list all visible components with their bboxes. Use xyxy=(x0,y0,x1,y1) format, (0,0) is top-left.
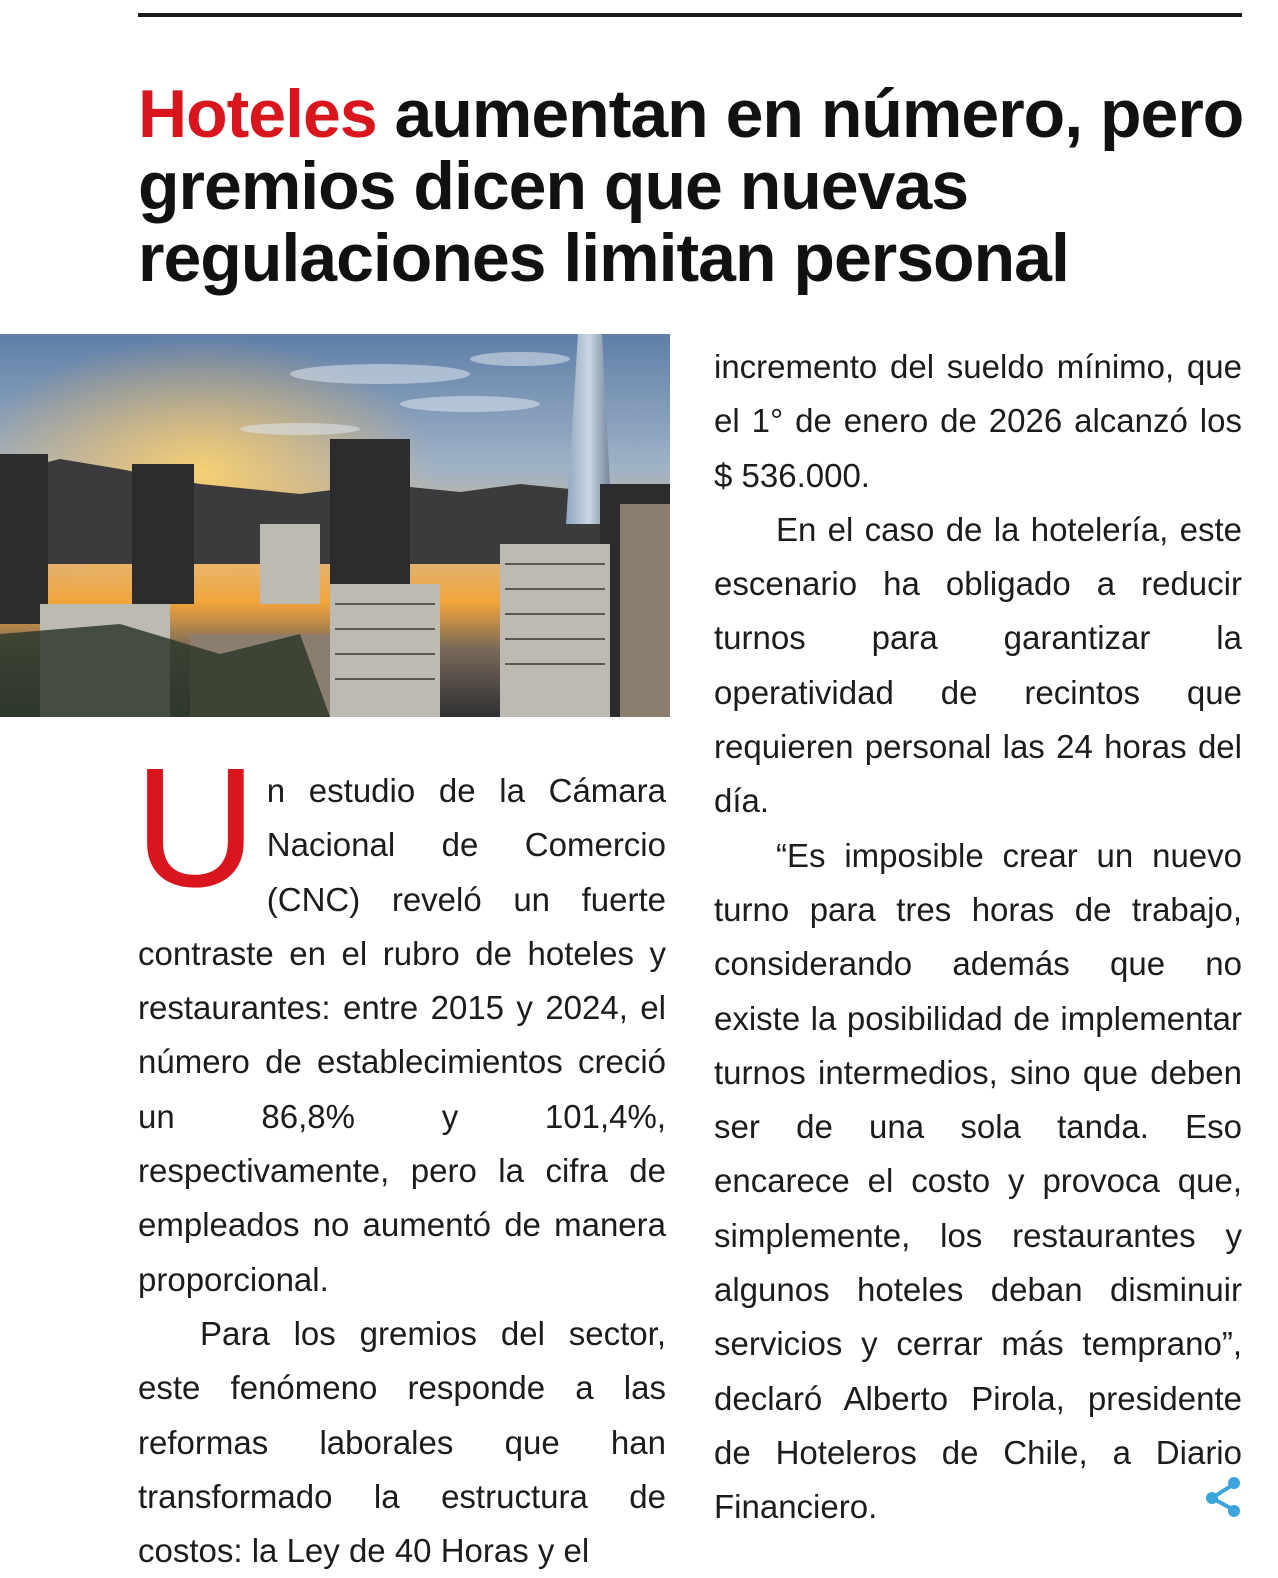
article-paragraph: En el caso de la hotelería, este escenario ha obligado a reducir turnos para garantizar la operatividad de recintos que requieren personal las 24 horas del día. xyxy=(714,510,1242,820)
article-photo xyxy=(0,334,670,717)
headline-text: aumentan en número, pero gremios dicen que nuevas regulaciones limitan personal xyxy=(138,76,1244,296)
share-icon[interactable] xyxy=(1204,1474,1244,1518)
article-paragraph xyxy=(134,733,666,1307)
article-paragraph: Para los gremios del sector, este fenómeno responde a las reformas laborales que han transformado la estructura de costos: la Ley de 40 Horas y el xyxy=(138,1314,666,1570)
top-rule xyxy=(138,13,1242,17)
article-column-right xyxy=(714,340,1242,1535)
drop-cap: U xyxy=(134,733,257,923)
article-headline xyxy=(138,78,1248,294)
article-paragraph: “Es imposible crear un nuevo turno para tres horas de trabajo, considerando además que no existe la posibilidad de implementar turnos intermedios, sino que deben ser de una sola tanda. Eso encarece el costo y provoca que, simplemente, los restaurantes y algunos hoteles deban disminuir servicios y cerrar más temprano”, declaró Alberto Pirola, presidente de Hoteleros de Chile, a Diario Financiero. xyxy=(714,836,1242,1526)
city-skyline-image xyxy=(0,334,670,717)
article-column-left xyxy=(134,733,666,1578)
paragraph-text: n estudio de la Cámara Nacional de Comercio (CNC) reveló un fuerte contraste en el rubro de hoteles y restaurantes: entre 2015 y 2024, el número de establecimientos creció un 86,8% y 101,4%, respectivamente, pero la cifra de empleados no aumentó de manera proporcional. xyxy=(138,772,666,1298)
headline-accent-word: Hoteles xyxy=(138,76,377,152)
article-paragraph: incremento del sueldo mínimo, que el 1° de enero de 2026 alcanzó los $ 536.000. xyxy=(714,348,1242,494)
share-icon-graphic xyxy=(1204,1474,1244,1518)
